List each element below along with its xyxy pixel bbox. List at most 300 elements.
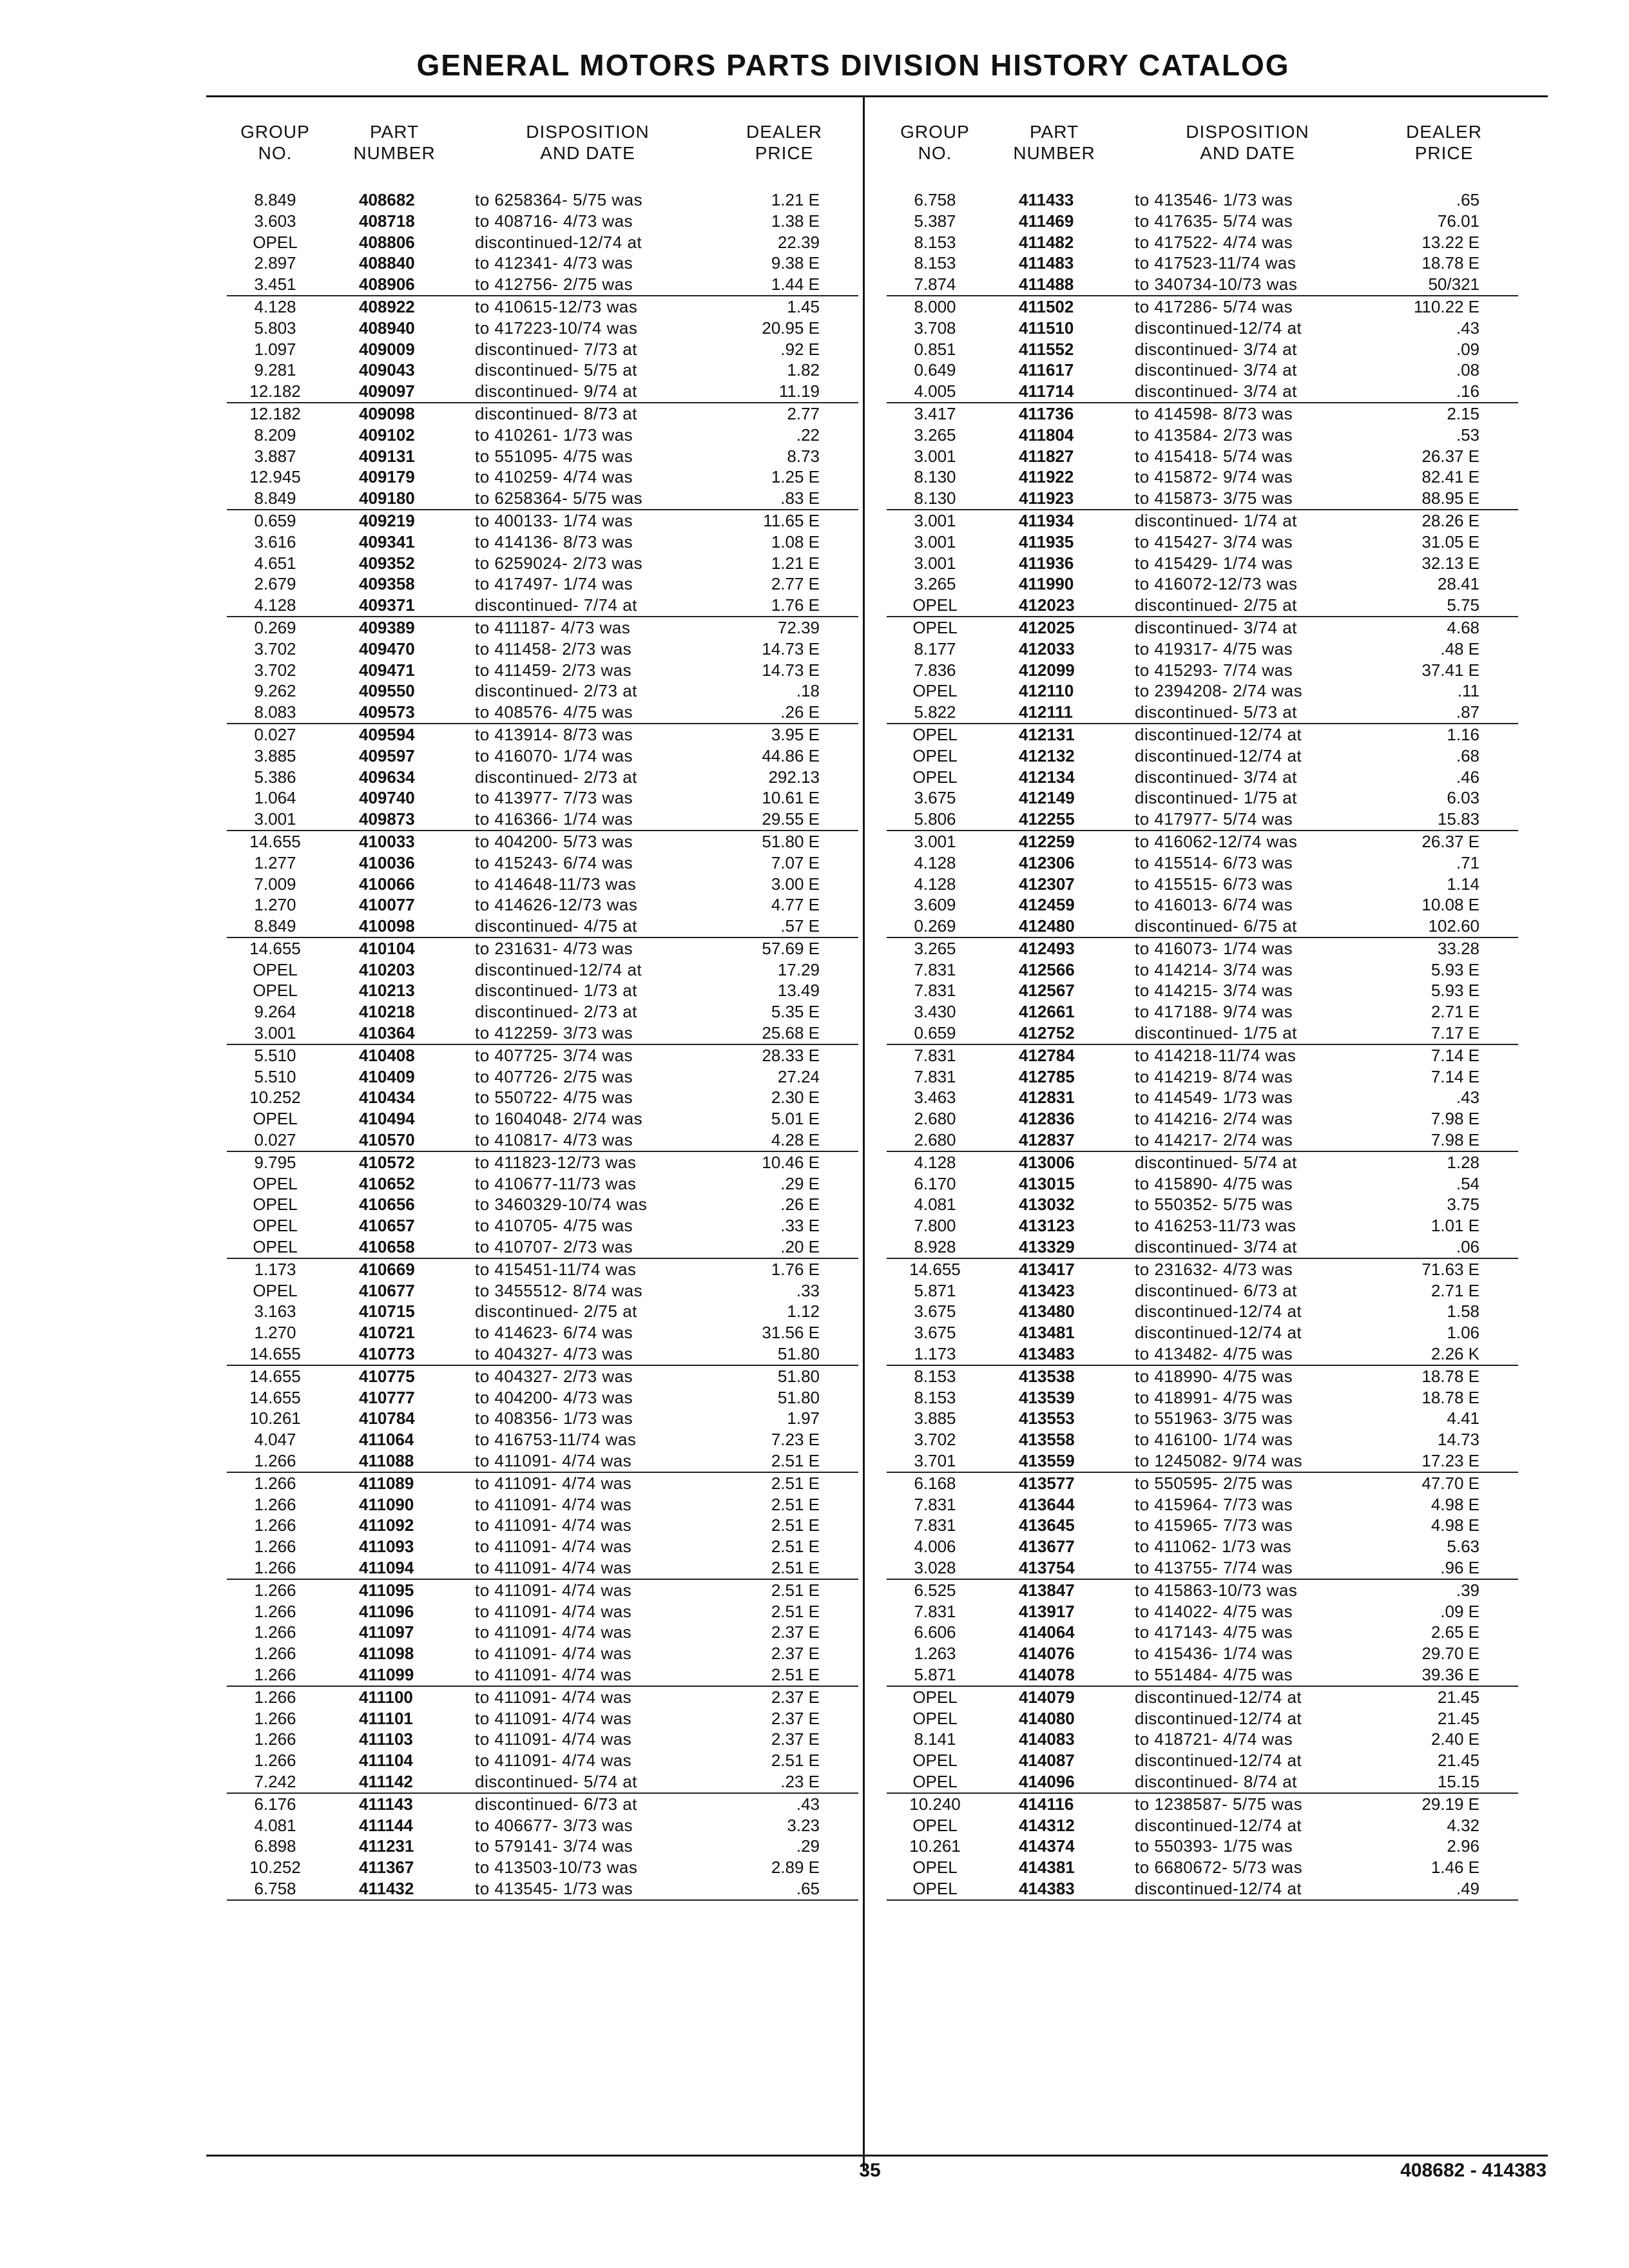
part-number: 409131: [359, 446, 415, 466]
disposition: to 410705- 4/75 was: [475, 1216, 633, 1236]
part-number: 410408: [359, 1045, 415, 1065]
dealer-price: 2.96: [1447, 1836, 1480, 1856]
disposition: to 404327- 4/73 was: [475, 1344, 633, 1364]
part-number: 410652: [359, 1173, 415, 1193]
right-column: [887, 97, 1518, 1901]
disposition: to 415890- 4/75 was: [1135, 1173, 1293, 1193]
part-number: 413015: [1019, 1173, 1075, 1193]
disposition: to 404200- 5/73 was: [475, 831, 633, 851]
dealer-price: 39.36 E: [1422, 1664, 1480, 1684]
group-no: OPEL: [912, 1771, 958, 1791]
disposition: discontinued-12/74 at: [1135, 1323, 1302, 1343]
disposition: to 406677- 3/73 was: [475, 1815, 633, 1835]
dealer-price: 7.14 E: [1431, 1045, 1480, 1065]
header-disposition: DISPOSITION AND DATE: [1186, 122, 1309, 163]
disposition: to 550393- 1/75 was: [1135, 1836, 1293, 1856]
disposition: to 407725- 3/74 was: [475, 1045, 633, 1065]
disposition: discontinued- 3/74 at: [1135, 339, 1297, 359]
disposition: discontinued- 1/73 at: [475, 981, 637, 1001]
disposition: to 412259- 3/73 was: [475, 1023, 633, 1043]
disposition: to 410615-12/73 was: [475, 296, 638, 316]
disposition: discontinued-12/74 at: [1135, 1815, 1302, 1835]
disposition: to 418721- 4/74 was: [1135, 1729, 1293, 1749]
dealer-price: 72.39: [777, 617, 820, 637]
dealer-price: 1.76 E: [771, 1259, 820, 1279]
group-no: 3.417: [914, 403, 956, 423]
part-number: 411144: [359, 1815, 413, 1835]
table-row: [227, 1687, 858, 1708]
disposition: to 418990- 4/75 was: [1135, 1366, 1293, 1386]
table-row: [887, 1001, 1518, 1023]
dealer-price: 21.45: [1437, 1751, 1480, 1771]
group-no: 6.170: [914, 1173, 956, 1193]
table-row: [227, 296, 858, 318]
table-row: [887, 1322, 1518, 1343]
table-row: [227, 1408, 858, 1429]
group-no: OPEL: [253, 1109, 298, 1129]
group-no: 10.252: [249, 1088, 301, 1108]
table-row: [887, 767, 1518, 788]
disposition: to 551484- 4/75 was: [1135, 1664, 1293, 1684]
part-number: 410104: [359, 938, 415, 958]
group-no: 1.266: [254, 1687, 296, 1707]
group-no: OPEL: [253, 981, 298, 1001]
part-number: 410784: [359, 1408, 415, 1428]
group-no: 0.659: [254, 510, 296, 530]
disposition: to 3460329-10/74 was: [475, 1195, 648, 1215]
part-number: 411469: [1019, 211, 1074, 231]
dealer-price: 2.71 E: [1431, 1280, 1480, 1300]
part-number: 411094: [359, 1558, 414, 1577]
group-no: 7.831: [914, 1515, 956, 1535]
dealer-price: 17.23 E: [1422, 1451, 1480, 1471]
group-no: 5.510: [254, 1045, 296, 1065]
table-row: [887, 1708, 1518, 1729]
disposition: to 408716- 4/73 was: [475, 211, 633, 231]
group-no: 7.800: [914, 1216, 956, 1236]
dealer-price: .08: [1456, 360, 1480, 380]
group-no: 7.831: [914, 959, 956, 979]
group-no: 5.871: [914, 1664, 956, 1684]
table-row: [227, 1836, 858, 1857]
table-row: [887, 1366, 1518, 1387]
part-number: 413553: [1019, 1408, 1075, 1428]
table-row: [227, 1771, 858, 1794]
dealer-price: 13.22 E: [1422, 232, 1480, 252]
disposition: discontinued-12/74 at: [1135, 1751, 1302, 1771]
dealer-price: 2.37 E: [771, 1687, 820, 1707]
disposition: to 416062-12/74 was: [1135, 831, 1298, 851]
table-row: [887, 425, 1518, 446]
table-row: [227, 360, 858, 381]
group-no: 4.128: [254, 595, 296, 615]
disposition: to 411091- 4/74 was: [475, 1473, 632, 1493]
disposition: to 416366- 1/74 was: [475, 809, 633, 829]
group-no: 10.261: [909, 1836, 961, 1856]
group-no: OPEL: [912, 745, 958, 765]
disposition: to 1245082- 9/74 was: [1135, 1451, 1303, 1471]
part-number: 409471: [359, 660, 415, 680]
dealer-price: .54: [1456, 1173, 1480, 1193]
disposition: to 417523-11/74 was: [1135, 253, 1296, 273]
part-number: 412132: [1019, 745, 1075, 765]
group-no: 6.176: [254, 1794, 296, 1814]
dealer-price: 8.73: [787, 446, 820, 466]
disposition: discontinued- 5/73 at: [1135, 702, 1297, 722]
group-no: 6.525: [914, 1580, 956, 1600]
part-number: 412306: [1019, 852, 1075, 872]
dealer-price: 1.58: [1447, 1302, 1480, 1321]
table-row: [227, 232, 858, 253]
disposition: to 414598- 8/73 was: [1135, 403, 1293, 423]
disposition: to 404200- 4/73 was: [475, 1387, 633, 1407]
group-no: 3.163: [254, 1302, 296, 1321]
group-no: 5.822: [914, 702, 956, 722]
group-no: 1.266: [254, 1729, 296, 1749]
dealer-price: 29.70 E: [1422, 1644, 1480, 1664]
table-row: [887, 702, 1518, 724]
group-no: 3.463: [914, 1088, 956, 1108]
dealer-price: 7.23 E: [771, 1430, 820, 1450]
part-number: 411231: [359, 1836, 414, 1856]
part-number: 410033: [359, 831, 415, 851]
dealer-price: .11: [1457, 681, 1480, 701]
disposition: to 411091- 4/74 was: [475, 1664, 632, 1684]
group-no: 1.064: [254, 788, 296, 808]
part-number: 413645: [1019, 1515, 1075, 1535]
disposition: to 410817- 4/73 was: [475, 1130, 633, 1150]
table-row: [887, 617, 1518, 639]
part-number: 411090: [359, 1494, 414, 1514]
table-row: [887, 253, 1518, 274]
part-number: 412149: [1019, 788, 1075, 808]
group-no: 5.387: [914, 211, 956, 231]
table-row: [227, 959, 858, 981]
table-row: [227, 573, 858, 595]
disposition: discontinued- 8/74 at: [1135, 1771, 1297, 1791]
part-number: 409873: [359, 809, 415, 829]
group-no: 7.242: [254, 1771, 296, 1791]
disposition: discontinued- 3/74 at: [1135, 1237, 1297, 1257]
part-number: 410218: [359, 1002, 415, 1022]
group-no: 14.655: [249, 1387, 301, 1407]
table-row: [887, 874, 1518, 895]
dealer-price: .46: [1456, 767, 1480, 787]
group-no: OPEL: [912, 1878, 958, 1898]
disposition: to 550352- 5/75 was: [1135, 1195, 1293, 1215]
table-row: [887, 189, 1518, 211]
group-no: OPEL: [912, 724, 958, 744]
disposition: to 413755- 7/74 was: [1135, 1558, 1293, 1577]
dealer-price: 1.38 E: [771, 211, 820, 231]
group-no: 3.702: [914, 1430, 956, 1450]
dealer-price: 2.65 E: [1431, 1622, 1480, 1642]
dealer-price: 15.83: [1437, 809, 1480, 829]
part-number: 413539: [1019, 1387, 1075, 1407]
disposition: discontinued- 1/74 at: [1135, 510, 1297, 530]
dealer-price: 4.68: [1447, 617, 1480, 637]
table-row: [887, 894, 1518, 916]
dealer-price: 1.06: [1447, 1323, 1480, 1343]
disposition: to 416013- 6/74 was: [1135, 895, 1293, 915]
dealer-price: 5.93 E: [1431, 981, 1480, 1001]
table-row: [887, 1771, 1518, 1794]
part-number: 412099: [1019, 660, 1075, 680]
part-number: 412134: [1019, 767, 1075, 787]
table-row: [227, 1536, 858, 1557]
part-number: 412566: [1019, 959, 1075, 979]
table-row: [887, 1301, 1518, 1322]
disposition: to 411091- 4/74 was: [475, 1687, 632, 1707]
dealer-price: 292.13: [768, 767, 820, 787]
group-no: 3.701: [914, 1451, 956, 1471]
part-number: 413480: [1019, 1302, 1075, 1321]
disposition: discontinued- 5/75 at: [475, 360, 637, 380]
table-row: [227, 1450, 858, 1473]
part-number: 414383: [1019, 1878, 1075, 1898]
part-number: 413481: [1019, 1323, 1075, 1343]
part-number: 414096: [1019, 1771, 1075, 1791]
disposition: to 1604048- 2/74 was: [475, 1109, 643, 1129]
disposition: to 415965- 7/73 was: [1135, 1515, 1293, 1535]
disposition: discontinued- 3/74 at: [1135, 617, 1297, 637]
dealer-price: .29 E: [780, 1173, 820, 1193]
group-no: 3.001: [914, 532, 956, 552]
dealer-price: 2.51 E: [771, 1558, 820, 1577]
part-number: 412661: [1019, 1002, 1075, 1022]
disposition: to 415429- 1/74 was: [1135, 553, 1293, 573]
table-row: [887, 1515, 1518, 1536]
part-number: 411923: [1019, 488, 1074, 508]
group-no: 5.871: [914, 1280, 956, 1300]
part-number: 409098: [359, 403, 415, 423]
dealer-price: 2.51 E: [771, 1580, 820, 1600]
group-no: 3.265: [914, 938, 956, 958]
dealer-price: 28.41: [1437, 574, 1480, 594]
table-row: [227, 1087, 858, 1108]
dealer-price: 6.03: [1447, 788, 1480, 808]
table-row: [887, 1815, 1518, 1836]
dealer-price: 1.21 E: [771, 553, 820, 573]
dealer-price: 27.24: [777, 1066, 820, 1086]
part-number: 409594: [359, 724, 415, 744]
dealer-price: 4.98 E: [1431, 1515, 1480, 1535]
table-row: [887, 573, 1518, 595]
group-no: 3.001: [914, 553, 956, 573]
group-no: 0.649: [914, 360, 956, 380]
part-number: 413559: [1019, 1451, 1075, 1471]
table-row: [227, 1622, 858, 1643]
disposition: to 414549- 1/73 was: [1135, 1088, 1293, 1108]
disposition: to 411091- 4/74 was: [475, 1558, 632, 1577]
group-no: 3.001: [914, 446, 956, 466]
part-number: 411990: [1019, 574, 1074, 594]
group-no: 3.603: [254, 211, 296, 231]
part-number: 412784: [1019, 1045, 1075, 1065]
disposition: to 411458- 2/73 was: [475, 639, 632, 658]
disposition: to 415964- 7/73 was: [1135, 1494, 1293, 1514]
table-row: [227, 466, 858, 488]
table-row: [227, 339, 858, 360]
disposition: to 417143- 4/75 was: [1135, 1622, 1293, 1642]
table-row: [887, 1259, 1518, 1280]
part-number: 411096: [359, 1601, 414, 1621]
dealer-price: 7.98 E: [1431, 1109, 1480, 1129]
disposition: to 411459- 2/73 was: [475, 660, 632, 680]
table-row: [887, 1450, 1518, 1473]
group-no: OPEL: [253, 1280, 298, 1300]
table-row: [887, 211, 1518, 232]
table-row: [887, 1494, 1518, 1515]
table-row: [227, 1194, 858, 1215]
dealer-price: .53: [1456, 425, 1480, 445]
header-disposition: DISPOSITION AND DATE: [526, 122, 650, 163]
group-no: 2.897: [254, 253, 296, 273]
disposition: to 413482- 4/75 was: [1135, 1344, 1293, 1364]
dealer-price: .43: [1456, 1088, 1480, 1108]
table-row: [227, 1878, 858, 1901]
part-number: 413483: [1019, 1344, 1075, 1364]
group-no: 1.270: [254, 895, 296, 915]
part-number: 411936: [1019, 553, 1074, 573]
table-row: [887, 532, 1518, 553]
part-number: 411483: [1019, 253, 1074, 273]
disposition: to 411091- 4/74 was: [475, 1515, 632, 1535]
dealer-price: 25.68 E: [762, 1023, 820, 1043]
disposition: to 411091- 4/74 was: [475, 1644, 632, 1664]
table-row: [887, 1429, 1518, 1450]
disposition: discontinued- 2/75 at: [1135, 595, 1297, 615]
table-row: [887, 1643, 1518, 1664]
table-row: [227, 617, 858, 639]
group-no: OPEL: [912, 1815, 958, 1835]
part-number: 414076: [1019, 1644, 1075, 1664]
part-number: 411095: [359, 1580, 414, 1600]
disposition: to 416753-11/74 was: [475, 1430, 637, 1450]
table-row: [887, 1836, 1518, 1857]
dealer-price: .57 E: [780, 916, 820, 936]
disposition: to 414218-11/74 was: [1135, 1045, 1296, 1065]
part-number: 409043: [359, 360, 415, 380]
disposition: discontinued-12/74 at: [1135, 724, 1302, 744]
part-number: 411089: [359, 1473, 414, 1493]
part-number: 410657: [359, 1216, 415, 1236]
group-no: 3.028: [914, 1558, 956, 1577]
disposition: to 410707- 2/73 was: [475, 1237, 633, 1257]
disposition: to 411091- 4/74 was: [475, 1708, 632, 1728]
header-dealer-price: DEALER PRICE: [746, 122, 823, 163]
group-no: OPEL: [912, 681, 958, 701]
group-no: 3.001: [914, 831, 956, 851]
part-number: 411433: [1019, 190, 1074, 209]
disposition: to 414214- 3/74 was: [1135, 959, 1293, 979]
group-no: 0.269: [914, 916, 956, 936]
group-no: 3.265: [914, 425, 956, 445]
part-number: 411935: [1019, 532, 1074, 552]
dealer-price: 1.12: [787, 1302, 820, 1321]
dealer-price: 13.49: [777, 981, 820, 1001]
part-number: 410066: [359, 874, 415, 894]
table-row: [227, 809, 858, 831]
group-no: 1.266: [254, 1451, 296, 1471]
part-number: 412025: [1019, 617, 1075, 637]
group-no: 4.651: [254, 553, 296, 573]
disposition: to 413503-10/73 was: [475, 1858, 638, 1878]
table-row: [887, 1750, 1518, 1771]
disposition: discontinued- 9/74 at: [475, 381, 637, 401]
dealer-price: 5.93 E: [1431, 959, 1480, 979]
table-row: [887, 1343, 1518, 1366]
table-row: [887, 274, 1518, 296]
part-number: 409550: [359, 681, 415, 701]
table-row: [227, 1301, 858, 1322]
disposition: to 551095- 4/75 was: [475, 446, 633, 466]
dealer-price: 2.30 E: [771, 1088, 820, 1108]
table-row: [887, 1557, 1518, 1580]
table-row: [887, 1023, 1518, 1045]
dealer-price: 2.77 E: [771, 574, 820, 594]
dealer-price: 29.55 E: [762, 809, 820, 829]
table-row: [887, 360, 1518, 381]
disposition: to 416100- 1/74 was: [1135, 1430, 1293, 1450]
disposition: to 416073- 1/74 was: [1135, 938, 1293, 958]
part-number: 410775: [359, 1366, 415, 1386]
disposition: discontinued- 3/74 at: [1135, 767, 1297, 787]
part-number: 411617: [1019, 360, 1074, 380]
group-no: 2.680: [914, 1109, 956, 1129]
part-number: 412110: [1019, 681, 1074, 701]
group-no: 7.831: [914, 1494, 956, 1514]
table-row: [227, 403, 858, 425]
dealer-price: 5.63: [1447, 1537, 1480, 1557]
table-row: [227, 831, 858, 852]
dealer-price: 2.51 E: [771, 1601, 820, 1621]
part-number: 414087: [1019, 1751, 1075, 1771]
dealer-price: 1.28: [1447, 1152, 1480, 1172]
group-no: 6.606: [914, 1622, 956, 1642]
disposition: to 412756- 2/75 was: [475, 274, 633, 294]
table-row: [887, 938, 1518, 959]
dealer-price: 1.01 E: [1431, 1216, 1480, 1236]
dealer-price: 82.41 E: [1422, 467, 1480, 487]
dealer-price: .48 E: [1440, 639, 1480, 658]
group-no: 5.803: [254, 318, 296, 338]
group-no: 1.266: [254, 1622, 296, 1642]
table-row: [887, 1280, 1518, 1302]
group-no: 3.675: [914, 1302, 956, 1321]
disposition: to 417188- 9/74 was: [1135, 1002, 1293, 1022]
dealer-price: .83 E: [780, 488, 820, 508]
group-no: OPEL: [253, 232, 298, 252]
group-no: 0.851: [914, 339, 956, 359]
part-number: 409597: [359, 745, 415, 765]
group-no: 8.083: [254, 702, 296, 722]
disposition: to 6258364- 5/75 was: [475, 488, 643, 508]
part-number: 413329: [1019, 1237, 1075, 1257]
dealer-price: 1.44 E: [771, 274, 820, 294]
table-row: [887, 488, 1518, 510]
group-no: 7.874: [914, 274, 956, 294]
disposition: to 413977- 7/73 was: [475, 788, 633, 808]
group-no: 4.128: [914, 852, 956, 872]
disposition: to 414219- 8/74 was: [1135, 1066, 1293, 1086]
table-row: [227, 1023, 858, 1045]
dealer-price: 1.16: [1447, 724, 1480, 744]
part-number: 412023: [1019, 595, 1075, 615]
part-number: 411736: [1019, 403, 1074, 423]
part-number: 414381: [1019, 1858, 1075, 1878]
table-row: [887, 745, 1518, 767]
